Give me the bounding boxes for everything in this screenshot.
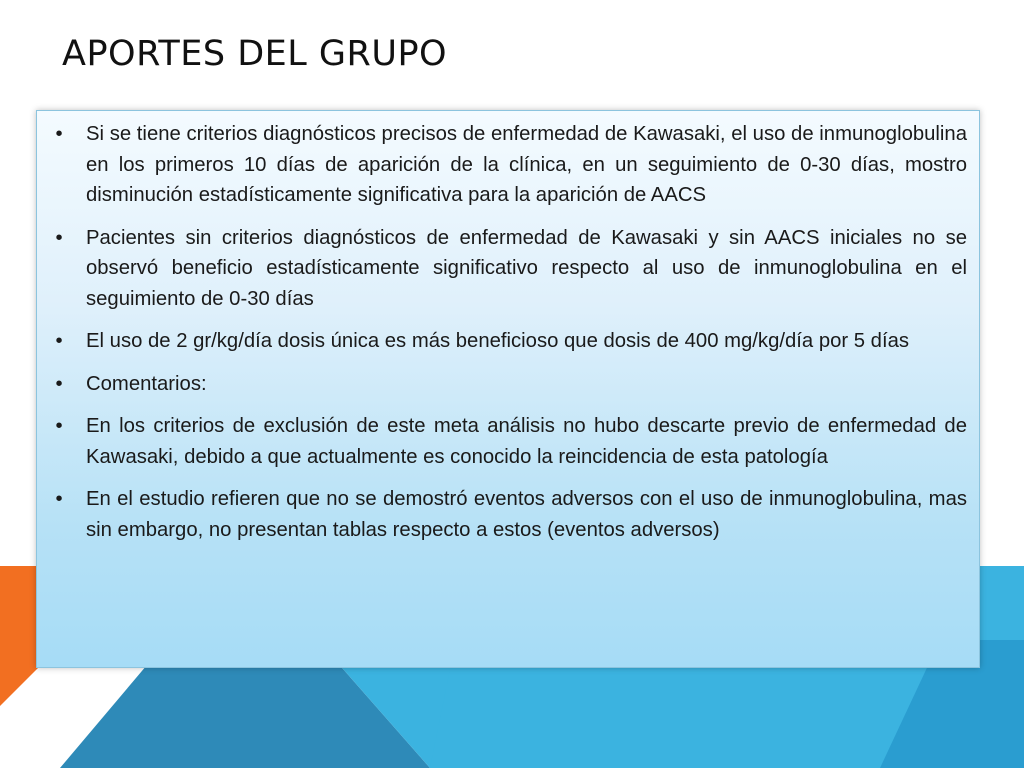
bullet-text: Comentarios: bbox=[86, 372, 207, 395]
bullet-item bbox=[51, 411, 967, 472]
bullet-item bbox=[51, 369, 967, 400]
bullet-item bbox=[51, 484, 967, 545]
bullet-icon: • bbox=[55, 226, 63, 249]
bullet-icon: • bbox=[55, 488, 63, 510]
content-box bbox=[36, 110, 980, 668]
bullet-icon: • bbox=[55, 330, 63, 352]
slide-title: APORTES DEL GRUPO bbox=[62, 34, 448, 74]
bullet-text: En los criterios de exclusión de este meta análisis no hubo descarte previo de enfermedad de Kawasaki, debido a que actualmente es conocido la reincidencia de esta patología bbox=[86, 415, 967, 468]
bullet-item bbox=[51, 223, 967, 315]
bullet-icon: • bbox=[55, 372, 63, 395]
bullet-text: El uso de 2 gr/kg/día dosis única es más beneficioso que dosis de 400 mg/kg/día por 5 días bbox=[86, 330, 910, 352]
bullet-text: Pacientes sin criterios diagnósticos de enfermedad de Kawasaki y sin AACS iniciales no se observó beneficio estadísticamente significativo respecto al uso de inmunoglobulina en el seguimiento de 0-30 días bbox=[86, 226, 967, 310]
bullet-text: En el estudio refieren que no se demostró eventos adversos con el uso de inmunoglobulina, mas sin embargo, no presentan tablas respecto a estos (eventos adversos) bbox=[86, 488, 967, 541]
bullet-icon: • bbox=[55, 123, 63, 145]
bullet-text: Si se tiene criterios diagnósticos precisos de enfermedad de Kawasaki, el uso de inmunoglobulina en los primeros 10 días de aparición de la clínica, en un seguimiento de 0-30 días, mostro disminución estadísticamente significativa para la aparición de AACS bbox=[86, 123, 967, 206]
bullet-item bbox=[51, 119, 967, 211]
bullet-item bbox=[51, 326, 967, 357]
bullet-icon: • bbox=[55, 415, 63, 437]
bullet-list bbox=[51, 119, 967, 545]
